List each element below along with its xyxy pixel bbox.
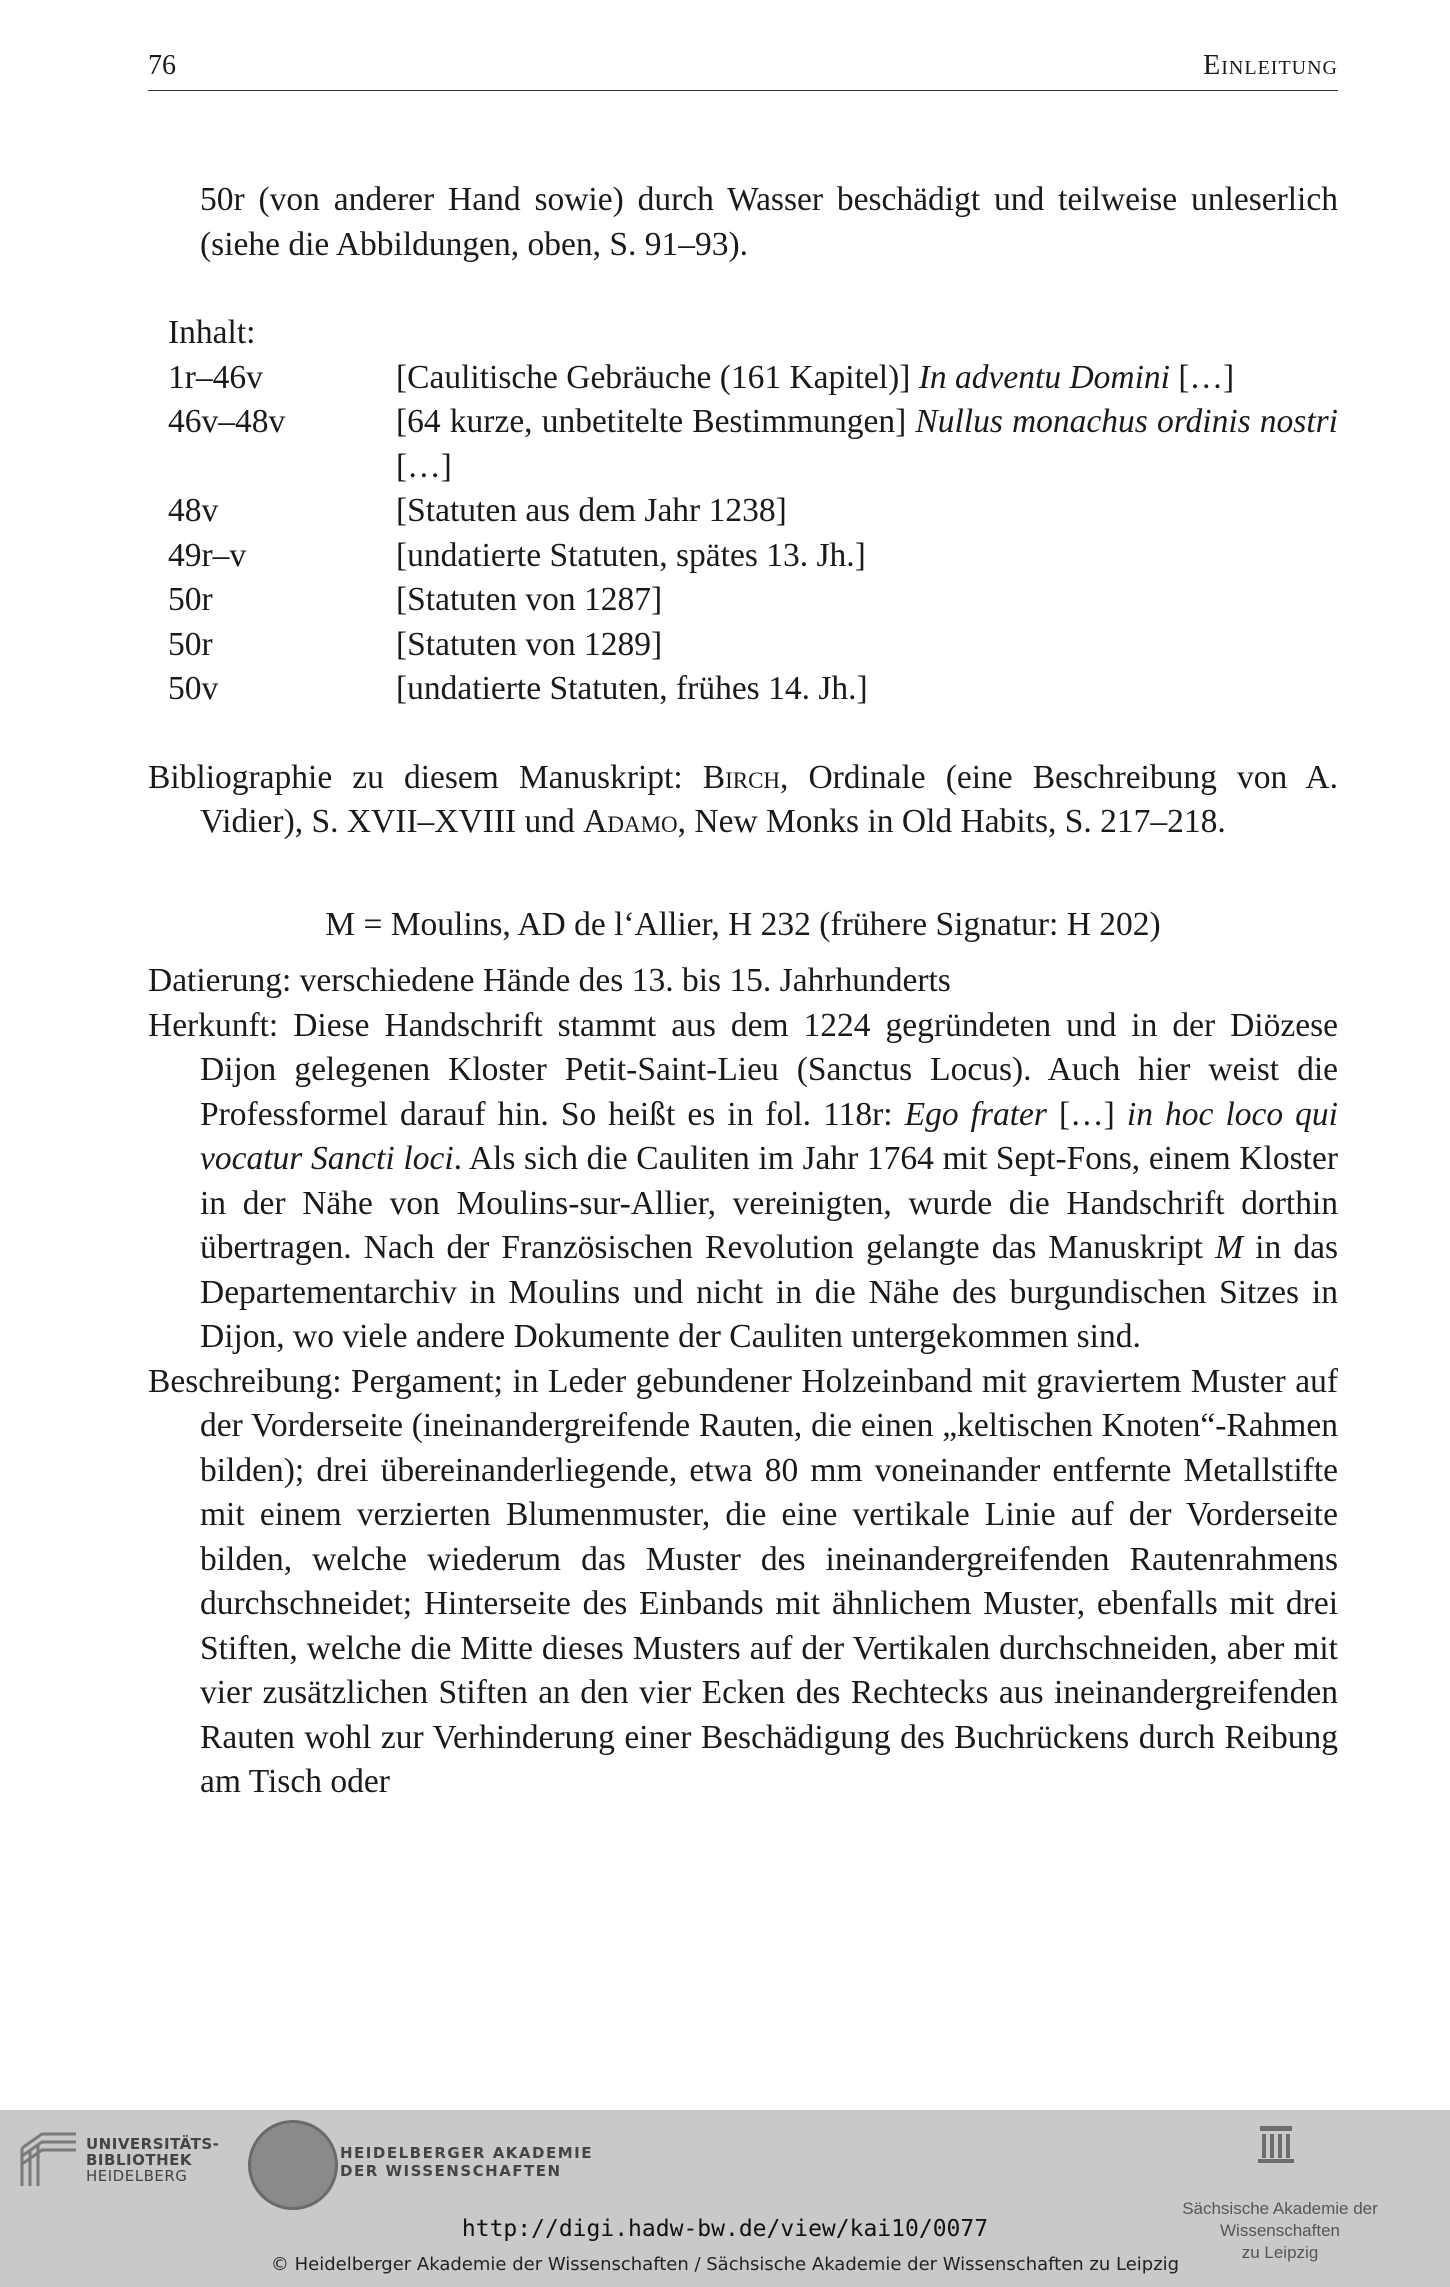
contents-row xyxy=(168,356,1338,401)
body-text xyxy=(148,178,1338,1805)
contents-entry: [Caulitische Gebräuche (161 Kapitel)] In adventu Domini […] xyxy=(396,358,1235,396)
page-header xyxy=(148,50,1338,91)
contents-entry: [64 kurze, unbetitelte Bestimmungen] Nullus monachus ordinis nostri […] xyxy=(396,403,1338,485)
beschreibung-paragraph: Beschreibung: Pergament; in Leder gebundener Holzeinband mit graviertem Muster auf der Vorderseite (ineinandergreifende Rauten, die einen „keltischen Knoten“-Rahmen bilden); drei übereinanderliegende, etwa 80 mm voneinander entfernte Metallstifte mit einem verzierten Blumenmuster, die eine vertikale Linie auf der Vorderseite bilden, welche wiederum das Muster des ineinandergreifenden Rautenrahmens durchschneidet; Hinterseite des Einbands mit ähnlichem Muster, ebenfalls mit drei Stiften, welche die Mitte dieses Musters auf der Vertikalen durchschneiden, aber mit vier zusätzlichen Stiften an den vier Ecken des Rechtecks aus ineinandergreifenden Rauten wohl zur Verhinderung einer Beschädigung des Buchrückens durch Reibung am Tisch oder xyxy=(148,1362,1338,1800)
contents-folio: 50r xyxy=(168,581,213,618)
author-name: Birch xyxy=(702,758,781,796)
datierung-paragraph: Datierung: verschiedene Hände des 13. bis 15. Jahrhunderts xyxy=(148,962,951,999)
running-head: Einleitung xyxy=(1203,50,1338,81)
page-number: 76 xyxy=(148,50,176,81)
contents-row xyxy=(168,489,1338,534)
author-name: Adamo xyxy=(583,803,678,840)
contents-row xyxy=(168,400,1338,489)
hadw-name: HEIDELBERGER AKADEMIE DER WISSENSCHAFTEN xyxy=(340,2144,593,2180)
contents-row xyxy=(168,623,1338,668)
contents-label: Inhalt: xyxy=(168,314,256,351)
contents-entry: [Statuten aus dem Jahr 1238] xyxy=(396,492,787,529)
contents-row xyxy=(168,667,1338,712)
contents-entry: [undatierte Statuten, spätes 13. Jh.] xyxy=(396,536,866,574)
contents-folio: 46v–48v xyxy=(168,403,286,440)
hadw-seal-icon xyxy=(248,2120,338,2210)
copyright-notice: © Heidelberger Akademie der Wissenschaften / Sächsische Akademie der Wissenschaften zu Leipzig xyxy=(270,2254,1180,2275)
contents-row xyxy=(168,534,1338,579)
manuscript-heading: M = Moulins, AD de l‘Allier, H 232 (frühere Signatur: H 202) xyxy=(325,905,1161,943)
contents-folio: 1r–46v xyxy=(168,358,263,396)
saw-building-icon xyxy=(1258,2124,1294,2164)
herkunft-paragraph: Herkunft: Diese Handschrift stammt aus dem 1224 gegründeten und in der Diözese Dijon gelegenen Kloster Petit-Saint-Lieu (Sanctus Locus). Auch hier weist die Professformel darauf hin. So heißt es in fol. 118r: Ego frater […] in hoc loco qui vocatur Sancti loci. Als sich die Cauliten im Jahr 1764 mit Sept-Fons, einem Kloster in der Nähe von Moulins-sur-Allier, vereinigten, wurde die Handschrift dorthin übertragen. Nach der Französischen Revolution gelangte das Manuskript M in das Departementarchiv in Moulins und nicht in die Nähe des burgundischen Sitzes in Dijon, wo viele andere Dokumente der Cauliten untergekommen sind. xyxy=(148,1006,1338,1355)
contents-folio: 49r–v xyxy=(168,536,247,574)
contents-folio: 50r xyxy=(168,625,213,663)
permalink[interactable]: http://digi.hadw-bw.de/view/kai10/0077 xyxy=(461,2216,989,2242)
digitization-footer xyxy=(0,2110,1450,2287)
bibliography-paragraph: Bibliographie zu diesem Manuskript: Birch, Ordinale (eine Beschreibung von A. Vidier), S. XVII–XVIII und Adamo, New Monks in Old Habits, S. 217–218. xyxy=(148,758,1338,840)
contents-folio: 50v xyxy=(168,670,219,707)
intro-paragraph: 50r (von anderer Hand sowie) durch Wasser beschädigt und teilweise unleserlich (siehe die Abbildungen, oben, S. 91–93). xyxy=(200,181,1338,263)
ub-heidelberg-logo-icon xyxy=(18,2128,80,2190)
contents-row xyxy=(168,578,1338,623)
contents-entry: [undatierte Statuten, frühes 14. Jh.] xyxy=(396,670,868,707)
ub-heidelberg-name: UNIVERSITÄTS- BIBLIOTHEK HEIDELBERG xyxy=(86,2135,220,2185)
contents-folio: 48v xyxy=(168,492,219,529)
saw-name: Sächsische Akademie der Wissenschaften zu Leipzig xyxy=(1182,2199,1378,2262)
contents-entry: [Statuten von 1289] xyxy=(396,625,663,663)
contents-entry: [Statuten von 1287] xyxy=(396,581,663,618)
contents-list xyxy=(168,311,1338,712)
